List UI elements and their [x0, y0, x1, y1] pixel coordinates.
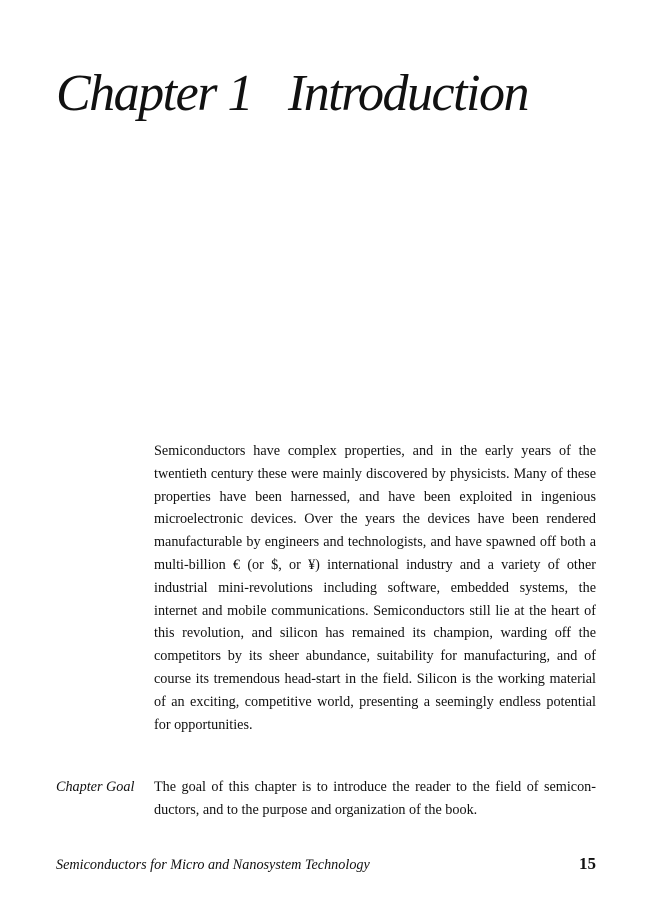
intro-paragraph: Semiconductors have complex properties, and in the early years of the twentieth century these were mainly discovered by physicists. Many of these properties have been harnessed, and have been exploited in ingenious microelectronic devices. Over the years the devices have been rendered manufacturable by engineers and technologists, and have spawned off both a multi-billion € (or $, or ¥) international industry and a variety of other industrial mini-revolutions including software, embedded systems, the internet and mobile communications. Semiconductors still lie at the heart of this revolution, and silicon has remained its champion, warding off the competitors by its sheer abundance, suitability for manufacturing, and of course its tremendous head-start in the field. Silicon is the working material of an exciting, competitive world, presenting a seemingly endless potential for opportunities. — [154, 443, 596, 733]
chapter-heading — [56, 62, 528, 126]
page-number: 15 — [579, 854, 596, 873]
chapter-title: Introduction — [287, 65, 528, 122]
page-footer — [56, 854, 596, 876]
chapter-goal-text: The goal of this chapter is to introduce the reader to the field of semiconductors, and to the purpose and organization of the book. — [154, 779, 596, 818]
chapter-goal-label: Chapter Goal — [56, 779, 135, 795]
chapter-number-label: Chapter 1 — [56, 65, 252, 122]
footer-book-title: Semiconductors for Micro and Nanosystem Technology — [56, 857, 370, 873]
